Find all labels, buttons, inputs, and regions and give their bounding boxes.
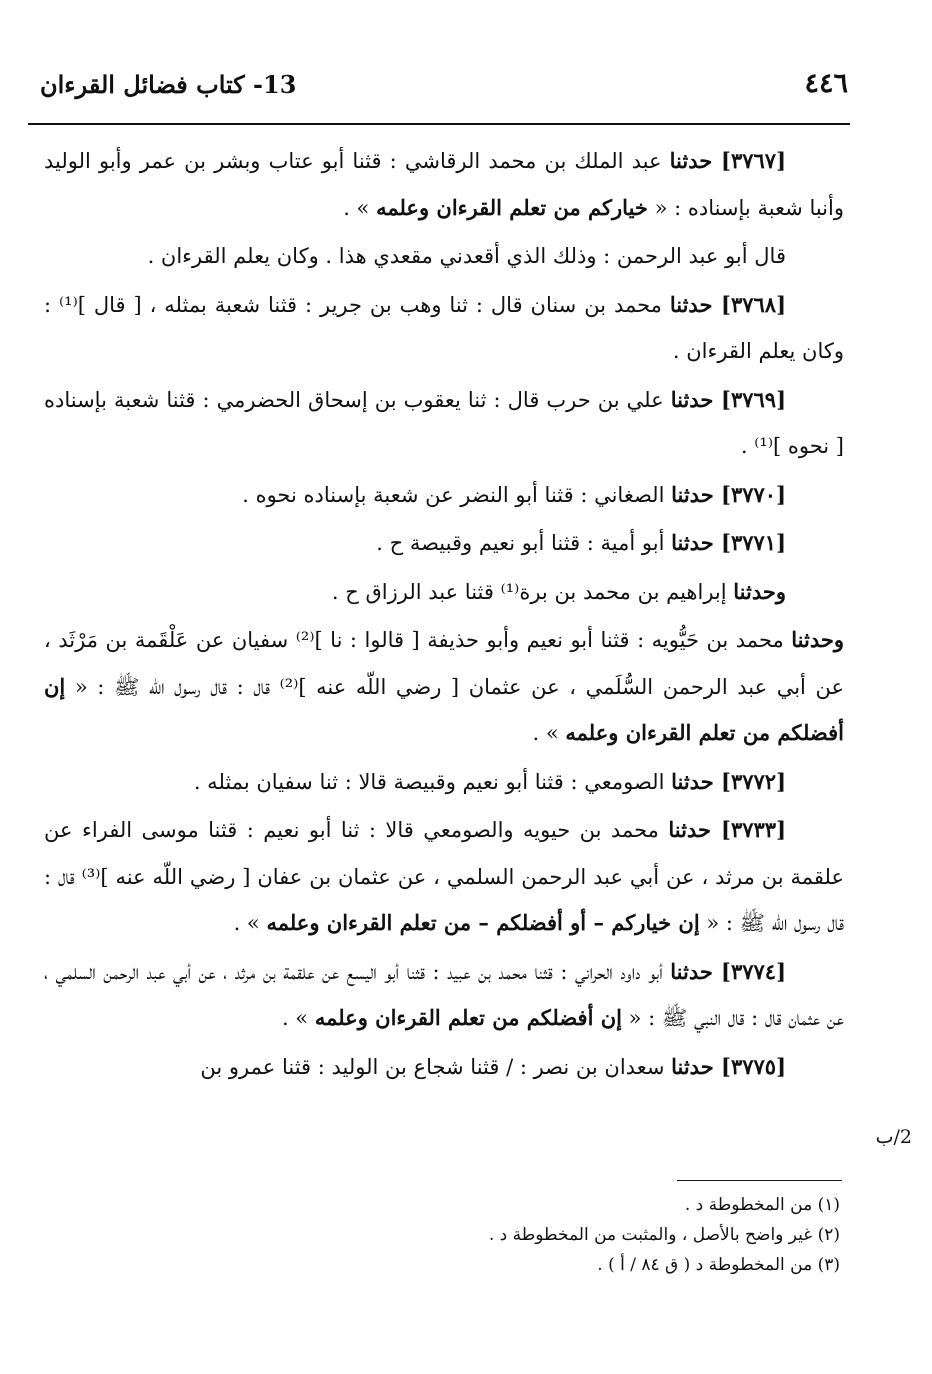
hadith-3775: [٣٧٧٥] حدثنا سعدان بن نصر : / قثنا شجاع بن الوليد : قثنا عمرو بن [200,1053,786,1079]
narration-word: حدثنا [671,481,714,507]
footnote-1: (١) من المخطوطة د . [684,1195,840,1215]
hadith-number: [٣٧٧١] [713,530,786,555]
narration-word: حدثنا [669,291,713,317]
hadith-3768: [٣٧٦٨] حدثنا محمد بن سنان قال : ثنا وهب بن جرير : قثنا شعبة بمثله ، [ قال ]⁽¹⁾ : وكان يعلم القرءان . [44,291,844,363]
hadith-matn: خياركم من تعلم القرءان وعلمه [376,194,648,220]
hadith-number: [٣٧٧٢] [713,768,786,794]
hadith-matn: إن أفضلكم من تعلم القرءان وعلمه [314,1005,622,1030]
hadith-3770: [٣٧٧٠] حدثنا الصغاني : قثنا أبو النضر عن شعبة بإسناده نحوه . [242,481,786,507]
footnotes [60,1190,840,1280]
hadith-3769: [٣٧٦٩] حدثنا علي بن حرب قال : ثنا يعقوب بن إسحاق الحضرمي : قثنا شعبة بإسناده [ نحوه ]⁽¹⁾ . [44,386,844,458]
hadith-3774: [٣٧٧٤] حدثنا أبو داود الحراني : قثنا محمد بن عبيد : قثنا أبو اليسع عن علقمة بن مرثد ، عن أبي عبد الرحمن السلمي ، عن عثمان قال : قال النبي ﷺ : « إن أفضلكم من تعلم القرءان وعلمه » . [44,958,844,1030]
hadith-3767: [٣٧٦٧] حدثنا عبد الملك بن محمد الرقاشي : قثنا أبو عتاب وبشر بن عمر وأبو الوليد وأنبا شعبة بإسناده : « خياركم من تعلم القرءان وعلمه » . [44,148,844,220]
hadith-number: [٣٧٦٨] [712,291,786,317]
footnote-2: (٢) غير واضح بالأصل ، والمثبت من المخطوطة د . [488,1225,840,1245]
running-title: 13- كتاب فضائل القرءان [40,70,297,99]
hadith-number: [٣٧٣٣] [710,817,787,842]
header-rule [28,123,850,125]
hadith-number: [٣٧٧٠] [713,481,786,507]
page-number: ٤٤٦ [804,68,848,99]
hadith-number: [٣٧٧٤] [712,958,787,984]
chain-hayyuyah: وحدثنا محمد بن حَيُّويه : قثنا أبو نعيم وأبو حذيفة [ قالوا : نا ]⁽²⁾ سفيان عن عَلْقَمة بن مَرْثَد ، عن أبي عبد الرحمن السُّلَمي ، عن عثمان [ رضي اللّه عنه ]⁽²⁾ قال : قال رسول اللّه ﷺ : « إن أفضلكم من تعلم القرءان وعلمه » . [44,627,844,745]
hadith-matn: إن خياركم – أو أفضلكم – من تعلم القرءان وعلمه [266,910,700,935]
hadith-number: [٣٧٦٧] [712,148,786,173]
hadith-number: [٣٧٦٩] [713,386,786,412]
footnote-3: (٣) من المخطوطة د ( ق ٨٤ / أ ) . [597,1255,840,1275]
hadith-3772: [٣٧٧٢] حدثنا الصومعي : قثنا أبو نعيم وقبيصة قالا : ثنا سفيان بمثله . [193,768,786,794]
narration-word: وحدثنا [733,578,786,604]
narration-word: وحدثنا [791,627,844,652]
commentary-line: قال أبو عبد الرحمن : وذلك الذي أقعدني مقعدي هذا . وكان يعلم القرءان . [147,244,786,268]
footnote-rule [677,1180,842,1181]
chain-ibrahim: وحدثنا إبراهيم بن محمد بن برة⁽¹⁾ قثنا عبد الرزاق ح . [331,578,786,604]
hadith-matn: إن أفضلكم من تعلم القرءان وعلمه [44,673,844,745]
narration-word: حدثنا [669,148,713,173]
narration-word: حدثنا [670,386,714,412]
narration-word: حدثنا [671,768,714,794]
page-header [40,62,848,112]
narration-word: حدثنا [670,958,713,984]
hadith-text [44,138,844,1092]
narration-word: حدثنا [671,1053,714,1079]
hadith-3771: [٣٧٧١] حدثنا أبو أمية : قثنا أبو نعيم وقبيصة ح . [376,530,786,555]
hadith-number: [٣٧٧٥] [713,1053,786,1079]
narration-word: حدثنا [668,817,711,842]
narration-word: حدثنا [671,530,714,555]
hadith-3773: [٣٧٣٣] حدثنا محمد بن حيويه والصومعي قالا : ثنا أبو نعيم : قثنا موسى الفراء عن علقمة بن مرثد ، عن أبي عبد الرحمن السلمي ، عن عثمان بن عفان [ رضي اللّه عنه ]⁽³⁾ قال : قال رسول اللّه ﷺ : « إن خياركم – أو أفضلكم – من تعلم القرءان وعلمه » . [44,817,844,935]
manuscript-folio-marker: 2/ب [875,1126,912,1148]
